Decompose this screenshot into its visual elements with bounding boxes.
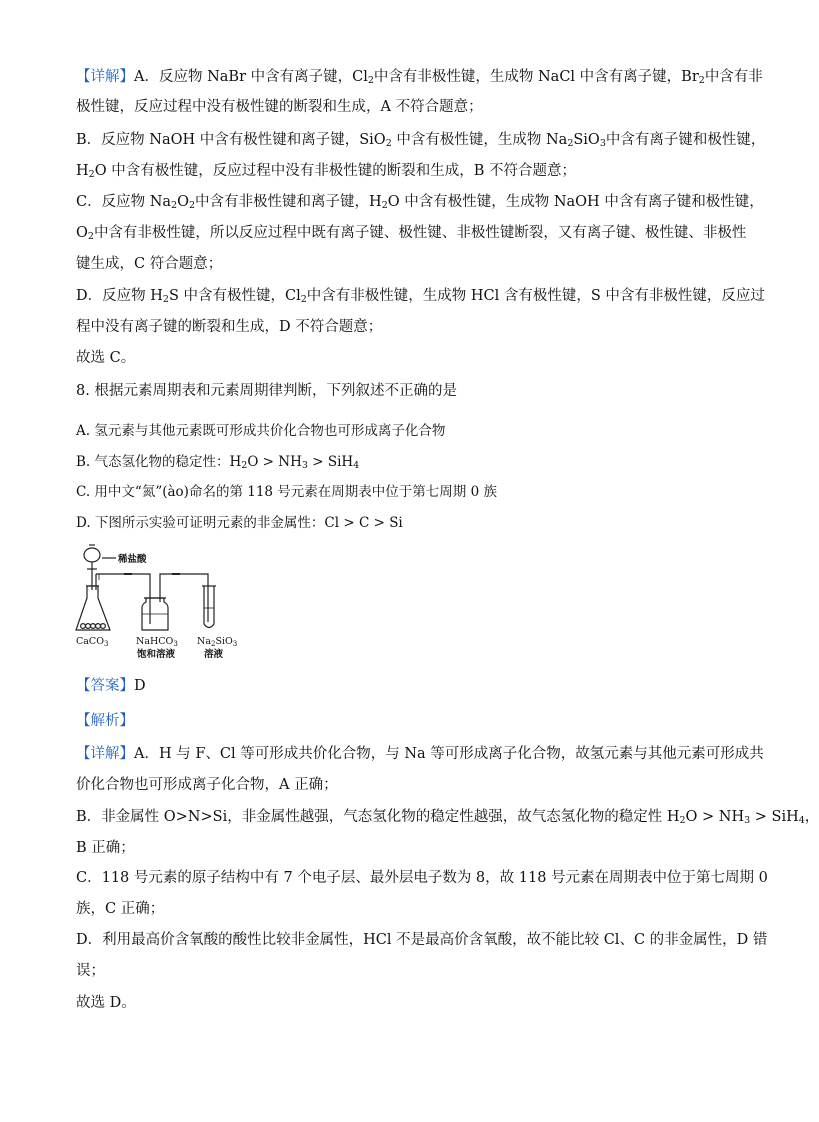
q8-option-a: A. 氢元素与其他元素既可形成共价化合物也可形成离子化合物	[76, 423, 446, 439]
q8-explanation-b-line1: B．非金属性 O>N>Si，非金属性越强，气态氢化物的稳定性越强，故气态氢化物的稳定性 $H_2O > NH_3 > SiH_4$，	[76, 809, 819, 826]
detail-tag: 【详解】	[76, 69, 134, 85]
q7-explanation-a-line1: 【详解】A．反应物 NaBr 中含有离子键，$Cl_2$中含有非极性键，生成物 NaCl 中含有离子键，$Br_2$中含有非	[76, 69, 763, 86]
q8-explanation-a-line2: 价化合物也可形成离子化合物，A 正确；	[76, 777, 338, 793]
q7-explanation-c-line1: C．反应物 $Na_2O_2$中含有非极性键和离子键，$H_2O$ 中含有极性键，生成物 NaOH 中含有离子键和极性键，	[76, 194, 764, 211]
label-nahco3: NaHCO$_3$	[136, 636, 178, 648]
label-caco3: CaCO$_3$	[76, 636, 109, 648]
detail-tag: 【详解】	[76, 746, 134, 762]
q8-explanation-b-line2: B 正确；	[76, 840, 135, 856]
label-saturated-solution: 饱和溶液	[137, 649, 176, 660]
label-dilute-hcl: 稀盐酸	[118, 554, 147, 565]
q7-explanation-b-line2: $H_2O$ 中含有极性键，反应过程中没有非极性键的断裂和生成，B 不符合题意；	[76, 163, 576, 180]
q8-stem: 8. 根据元素周期表和元素周期律判断，下列叙述不正确的是	[76, 383, 457, 399]
q8-explanation-a-line1: 【详解】A．H 与 F、Cl 等可形成共价化合物，与 Na 等可形成离子化合物，故氢元素与其他元素可形成共	[76, 746, 764, 762]
q7-explanation-b-line1: B．反应物 NaOH 中含有极性键和离子键，SiO$_2$ 中含有极性键，生成物 $Na_2SiO_3$中含有离子键和极性键，	[76, 132, 766, 149]
q7-explanation-c-line3: 键生成，C 符合题意；	[76, 256, 223, 272]
test-tube	[204, 586, 214, 628]
q8-explanation-c-line1: C．118 号元素的原子结构中有 7 个电子层、最外层电子数为 8，故 118 号元素在周期表中位于第七周期 0	[76, 870, 768, 886]
answer-value: D	[134, 678, 146, 694]
q8-conclusion: 故选 D。	[76, 995, 136, 1011]
label-na2sio3: $Na_2SiO_3$	[197, 636, 238, 648]
q7-explanation-d-line1: D．反应物 $H_2S$ 中含有极性键，$Cl_2$中含有非极性键，生成物 HCl 含有极性键，S 中含有非极性键，反应过	[76, 288, 765, 305]
experiment-apparatus-figure	[70, 542, 250, 662]
q8-analysis-tag: 【解析】	[76, 713, 134, 729]
q8-answer	[76, 676, 726, 696]
q8-explanation-c-line2: 族，C 正确；	[76, 901, 165, 917]
q7-explanation-d-line2: 程中没有离子键的断裂和生成，D 不符合题意；	[76, 319, 383, 335]
q8-option-b: B. 气态氢化物的稳定性：$H_2O > NH_3 > SiH_4$	[76, 454, 360, 471]
separatory-funnel-bulb	[84, 548, 100, 562]
q8-option-c: C. 用中文“氮”(ào)命名的第 118 号元素在周期表中位于第七周期 0 族	[76, 484, 497, 500]
q7-explanation-c-line2: $O_2$中含有非极性键，所以反应过程中既有离子键、极性键、非极性键断裂，又有离子键、极性键、非极性	[76, 225, 747, 242]
q7-conclusion: 故选 C。	[76, 350, 136, 366]
q8-explanation-d-line1: D．利用最高价含氧酸的酸性比较非金属性，HCl 不是最高价含氧酸，故不能比较 Cl、C 的非金属性，D 错	[76, 932, 768, 948]
label-solution: 溶液	[204, 649, 224, 660]
q8-explanation-d-line2: 误；	[76, 963, 105, 979]
q7-explanation-a-line2: 极性键，反应过程中没有极性键的断裂和生成，A 不符合题意；	[76, 99, 483, 115]
q8-option-d: D. 下图所示实验可证明元素的非金属性：Cl > C > Si	[76, 515, 403, 531]
answer-tag: 【答案】	[76, 678, 134, 694]
